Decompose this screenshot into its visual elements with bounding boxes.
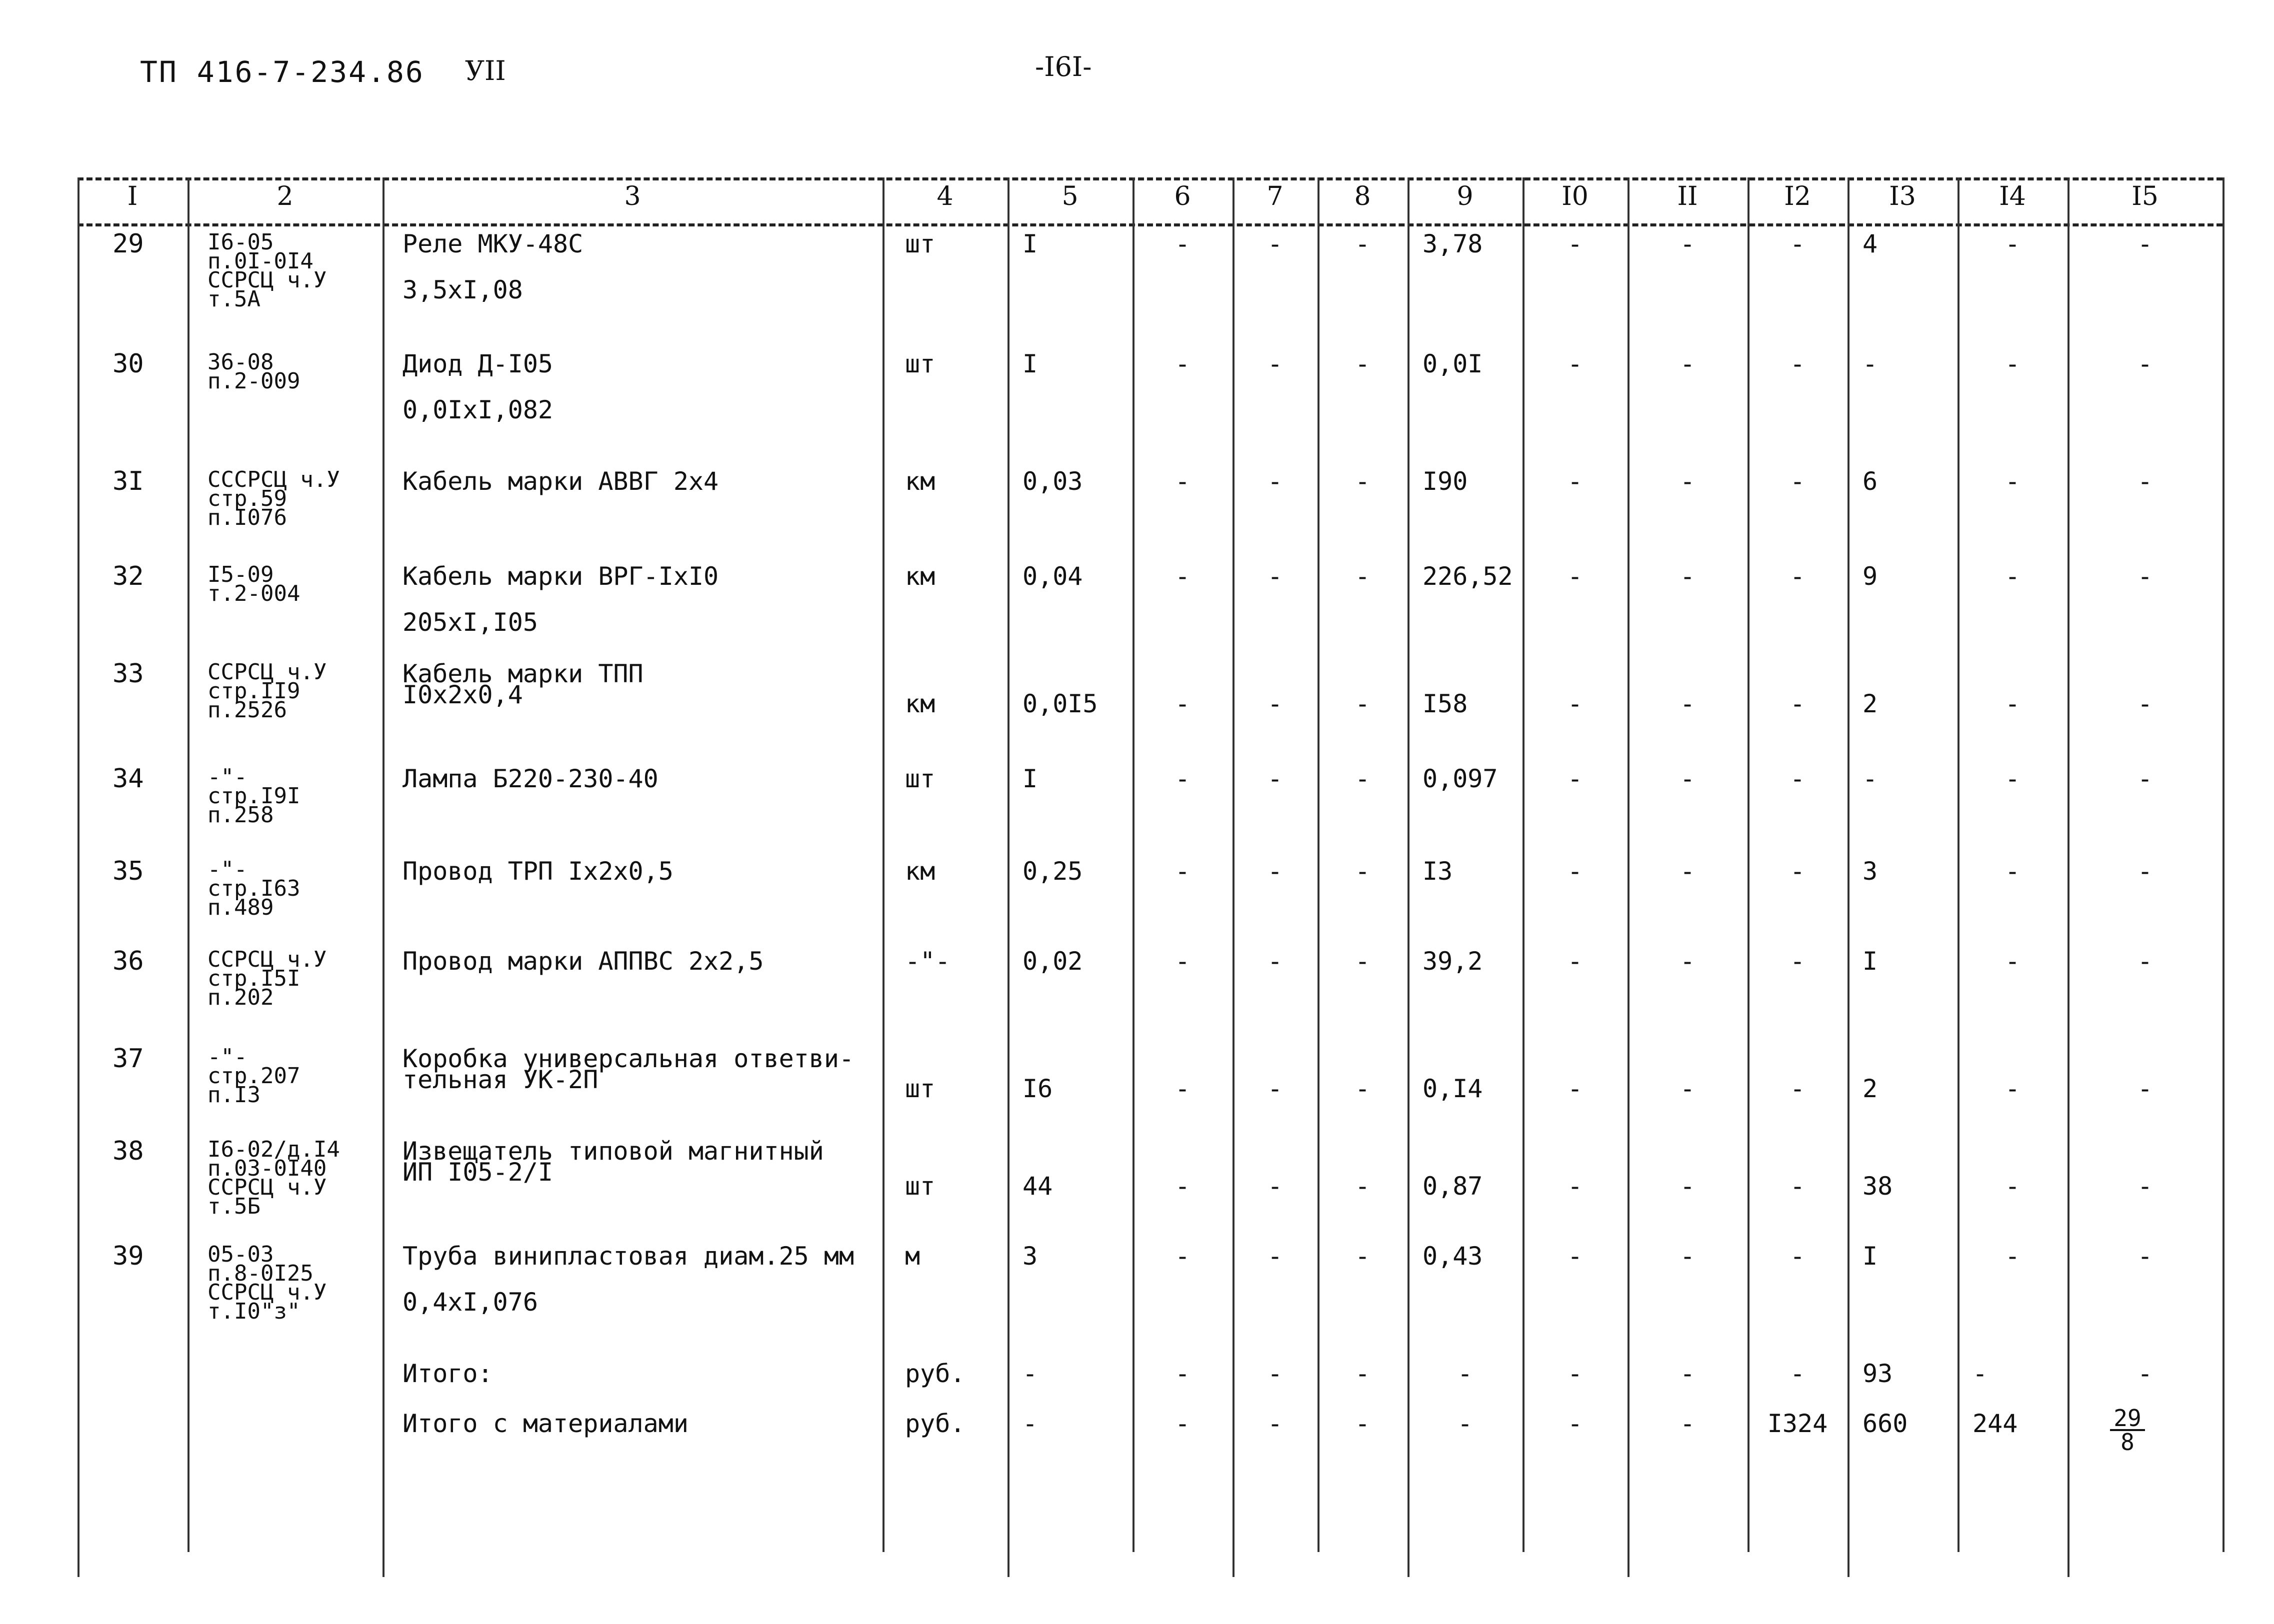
cell-c15: - <box>2137 947 2153 976</box>
total-label: Итого с материалами <box>402 1409 688 1438</box>
norm-code-line: п.258 <box>208 802 274 828</box>
item-name-line: 0,4хI,076 <box>402 1288 538 1317</box>
cell-c12: - <box>1790 689 1806 718</box>
cell-c8: - <box>1354 857 1370 886</box>
cell-c11: - <box>1680 1242 1696 1271</box>
cell-c7: - <box>1267 349 1283 378</box>
total-c5: - <box>1022 1359 1038 1388</box>
norm-code-line: СССРСЦ ч.У <box>208 467 340 492</box>
total-unit: руб. <box>905 1409 966 1438</box>
item-name-line: Коробка универсальная ответви- <box>402 1044 854 1073</box>
row-number: 32 <box>112 561 144 591</box>
cell-c15: - <box>2137 349 2153 378</box>
norm-code-line: 05-03 <box>208 1242 274 1267</box>
norm-code-line: т.5Б <box>208 1194 260 1219</box>
cell-c15: - <box>2137 562 2153 591</box>
norm-code-line: I6-02/д.I4 <box>208 1137 340 1162</box>
cell-c6: - <box>1174 562 1190 591</box>
total-c10: - <box>1567 1359 1583 1388</box>
cell-c6: - <box>1174 1242 1190 1271</box>
total-c10: - <box>1567 1409 1583 1438</box>
total-c5: - <box>1022 1409 1038 1438</box>
unit: км <box>905 857 936 886</box>
norm-code-line: т.2-004 <box>208 581 300 606</box>
total-c7: - <box>1267 1359 1283 1388</box>
cell-c6: - <box>1174 857 1190 886</box>
cell-c11: - <box>1680 689 1696 718</box>
cell-c8: - <box>1354 1172 1370 1201</box>
cell-c12: - <box>1790 467 1806 496</box>
cell-c6: - <box>1174 947 1190 976</box>
cell-c11: - <box>1680 349 1696 378</box>
cell-c12: - <box>1790 1242 1806 1271</box>
norm-code-line: т.I0"з" <box>208 1299 300 1324</box>
cell-c7: - <box>1267 467 1283 496</box>
item-name-line: I0х2х0,4 <box>402 680 523 709</box>
cell-c7: - <box>1267 1242 1283 1271</box>
total-c11: - <box>1680 1359 1696 1388</box>
column-header: I0 <box>1562 181 1588 211</box>
cell-c10: - <box>1567 1242 1583 1271</box>
cell-c12: - <box>1790 1074 1806 1103</box>
cell-c5: 44 <box>1022 1172 1053 1201</box>
unit: шт <box>905 229 936 258</box>
cell-c9: 3,78 <box>1422 229 1483 258</box>
cell-c12: - <box>1790 229 1806 258</box>
total-c11: - <box>1680 1409 1696 1438</box>
cell-c15: - <box>2137 229 2153 258</box>
cell-c6: - <box>1174 689 1190 718</box>
cell-c10: - <box>1567 857 1583 886</box>
cell-c15: - <box>2137 1074 2153 1103</box>
row-number: 37 <box>112 1044 144 1074</box>
cell-c7: - <box>1267 1172 1283 1201</box>
cell-c6: - <box>1174 1074 1190 1103</box>
cell-c8: - <box>1354 764 1370 793</box>
cell-c13: - <box>1862 764 1878 793</box>
item-name-line: Кабель марки ТПП <box>402 659 644 688</box>
column-header: 5 <box>1062 181 1078 211</box>
cell-c5: 3 <box>1022 1242 1038 1271</box>
cell-c9: 0,I4 <box>1422 1074 1483 1103</box>
cell-c9: 0,43 <box>1422 1242 1483 1271</box>
cell-c9: 0,097 <box>1422 764 1498 793</box>
cell-c9: 0,0I <box>1422 349 1483 378</box>
total-c12: I324 <box>1767 1409 1828 1438</box>
norm-code-line: стр.II9 <box>208 678 300 704</box>
item-name-line: Труба винипластовая диам.25 мм <box>402 1242 854 1271</box>
cell-c11: - <box>1680 947 1696 976</box>
norm-code-line: п.202 <box>208 985 274 1010</box>
cell-c5: I <box>1022 764 1038 793</box>
cell-c9: 226,52 <box>1422 562 1513 591</box>
column-header: I <box>127 181 138 211</box>
column-header: I4 <box>1999 181 2026 211</box>
fraction-numerator: 29 <box>2114 1405 2142 1432</box>
table-top-rule <box>78 177 2222 180</box>
norm-code-line: -"- <box>208 764 248 790</box>
column-header: 3 <box>624 181 641 211</box>
norm-code-line: стр.59 <box>208 486 287 511</box>
cell-c14: - <box>2004 947 2020 976</box>
cell-c12: - <box>1790 1172 1806 1201</box>
row-number: 29 <box>112 229 144 259</box>
cell-c10: - <box>1567 467 1583 496</box>
cell-c14: - <box>2004 1074 2020 1103</box>
cell-c15: - <box>2137 1242 2153 1271</box>
total-label: Итого: <box>402 1359 493 1388</box>
norm-code-line: -"- <box>208 1044 248 1070</box>
cell-c8: - <box>1354 349 1370 378</box>
norm-code-line: стр.I5I <box>208 966 300 991</box>
row-number: 3I <box>112 466 144 496</box>
norm-code-line: ССРСЦ ч.У <box>208 1280 327 1305</box>
cell-c8: - <box>1354 689 1370 718</box>
norm-code-line: п.0I-0I4 <box>208 248 314 274</box>
cell-c15: - <box>2137 764 2153 793</box>
column-rule <box>2222 177 2224 1552</box>
cell-c15: - <box>2137 689 2153 718</box>
unit: шт <box>905 349 936 378</box>
cell-c13: 2 <box>1862 689 1878 718</box>
column-rule <box>1848 177 1850 1577</box>
cell-c12: - <box>1790 857 1806 886</box>
column-header: 8 <box>1354 181 1371 211</box>
cell-c15: - <box>2137 467 2153 496</box>
norm-code-line: п.03-0I40 <box>208 1156 327 1181</box>
total-unit: руб. <box>905 1359 966 1388</box>
unit: км <box>905 467 936 496</box>
norm-code-line: п.8-0I25 <box>208 1261 314 1286</box>
cell-c6: - <box>1174 764 1190 793</box>
cell-c10: - <box>1567 689 1583 718</box>
cell-c7: - <box>1267 229 1283 258</box>
cell-c11: - <box>1680 1074 1696 1103</box>
cell-c8: - <box>1354 947 1370 976</box>
cell-c10: - <box>1567 349 1583 378</box>
cell-c11: - <box>1680 229 1696 258</box>
item-name-line: Лампа Б220-230-40 <box>402 764 658 793</box>
item-name-line: Провод ТРП Iх2х0,5 <box>402 857 674 886</box>
item-name-line: тельная УК-2П <box>402 1065 598 1094</box>
cell-c9: I3 <box>1422 857 1453 886</box>
cell-c10: - <box>1567 764 1583 793</box>
column-header: I5 <box>2132 181 2158 211</box>
column-header: I3 <box>1889 181 1916 211</box>
norm-code-line: п.I076 <box>208 505 287 530</box>
item-name-line: Кабель марки АВВГ 2х4 <box>402 467 719 496</box>
total-c13: 93 <box>1862 1359 1893 1388</box>
unit: шт <box>905 1074 936 1103</box>
cell-c7: - <box>1267 1074 1283 1103</box>
cell-c9: 39,2 <box>1422 947 1483 976</box>
total-c14: 244 <box>1972 1409 2018 1438</box>
cell-c8: - <box>1354 1074 1370 1103</box>
cell-c13: I <box>1862 1242 1878 1271</box>
norm-code-line: т.5А <box>208 286 260 312</box>
total-c8: - <box>1354 1409 1370 1438</box>
cell-c13: 3 <box>1862 857 1878 886</box>
cell-c5: 0,25 <box>1022 857 1083 886</box>
column-header: 4 <box>936 181 954 211</box>
item-name-line: ИП I05-2/I <box>402 1158 554 1187</box>
cell-c11: - <box>1680 764 1696 793</box>
cell-c6: - <box>1174 229 1190 258</box>
total-c6: - <box>1174 1409 1190 1438</box>
item-name-line: Реле МКУ-48С <box>402 229 584 258</box>
cell-c14: - <box>2004 1242 2020 1271</box>
unit: км <box>905 689 936 718</box>
cell-c14: - <box>2004 229 2020 258</box>
cell-c13: - <box>1862 349 1878 378</box>
row-number: 38 <box>112 1136 144 1166</box>
total-c12: - <box>1790 1359 1806 1388</box>
total-c14: - <box>1972 1359 1988 1388</box>
norm-code-line: ССРСЦ ч.У <box>208 659 327 685</box>
unit: шт <box>905 1172 936 1201</box>
cell-c11: - <box>1680 857 1696 886</box>
item-name-line: Кабель марки ВРГ-IхI0 <box>402 562 719 591</box>
doc-code: ТП 416-7-234.86 <box>140 55 424 89</box>
norm-code-line: стр.I63 <box>208 876 300 901</box>
cell-c5: I <box>1022 229 1038 258</box>
row-number: 39 <box>112 1241 144 1271</box>
column-rule <box>1008 177 1010 1577</box>
cell-c8: - <box>1354 1242 1370 1271</box>
item-name-line: 205хI,I05 <box>402 608 538 637</box>
column-header: 7 <box>1266 181 1284 211</box>
cell-c8: - <box>1354 229 1370 258</box>
item-name-line: 0,0IхI,082 <box>402 395 554 424</box>
cell-c10: - <box>1567 229 1583 258</box>
cell-c13: 9 <box>1862 562 1878 591</box>
cell-c10: - <box>1567 1074 1583 1103</box>
unit: шт <box>905 764 936 793</box>
cell-c11: - <box>1680 467 1696 496</box>
norm-code-line: стр.207 <box>208 1063 300 1089</box>
norm-code-line: ССРСЦ ч.У <box>208 1175 327 1200</box>
item-name-line: 3,5хI,08 <box>402 275 523 304</box>
cell-c14: - <box>2004 1172 2020 1201</box>
total-c8: - <box>1354 1359 1370 1388</box>
norm-code-line: стр.I9I <box>208 783 300 809</box>
norm-code-line: п.I3 <box>208 1082 260 1108</box>
cell-c7: - <box>1267 689 1283 718</box>
norm-code-line: -"- <box>208 857 248 882</box>
norm-code-line: п.489 <box>208 895 274 920</box>
cell-c12: - <box>1790 764 1806 793</box>
cell-c5: I6 <box>1022 1074 1053 1103</box>
cell-c9: 0,87 <box>1422 1172 1483 1201</box>
norm-code-line: I5-09 <box>208 562 274 587</box>
cell-c9: I58 <box>1422 689 1468 718</box>
cell-c5: 0,03 <box>1022 467 1083 496</box>
total-c9: - <box>1457 1359 1473 1388</box>
cell-c10: - <box>1567 562 1583 591</box>
cell-c8: - <box>1354 562 1370 591</box>
cell-c5: 0,04 <box>1022 562 1083 591</box>
unit: м <box>905 1242 920 1271</box>
cell-c14: - <box>2004 467 2020 496</box>
cell-c13: 6 <box>1862 467 1878 496</box>
cell-c7: - <box>1267 857 1283 886</box>
cell-c14: - <box>2004 349 2020 378</box>
page-number: -I6I- <box>1035 51 1092 82</box>
cell-c6: - <box>1174 1172 1190 1201</box>
unit: -"- <box>905 947 950 976</box>
total-c9: - <box>1457 1409 1473 1438</box>
cell-c13: 4 <box>1862 229 1878 258</box>
column-rule <box>78 177 80 1577</box>
item-name-line: Диод Д-I05 <box>402 349 554 378</box>
column-header: I2 <box>1784 181 1811 211</box>
cell-c11: - <box>1680 1172 1696 1201</box>
column-header: 2 <box>276 181 294 211</box>
cell-c14: - <box>2004 689 2020 718</box>
cell-c12: - <box>1790 349 1806 378</box>
row-number: 30 <box>112 349 144 379</box>
cell-c12: - <box>1790 562 1806 591</box>
column-header: 9 <box>1456 181 1474 211</box>
row-number: 34 <box>112 764 144 794</box>
cell-c11: - <box>1680 562 1696 591</box>
item-name-line: Провод марки АППВС 2х2,5 <box>402 947 764 976</box>
norm-code-line: I6-05 <box>208 229 274 255</box>
cell-c9: I90 <box>1422 467 1468 496</box>
estimate-table <box>78 177 2222 1567</box>
column-rule <box>188 177 190 1552</box>
cell-c5: I <box>1022 349 1038 378</box>
cell-c14: - <box>2004 857 2020 886</box>
norm-code-line: ССРСЦ ч.У <box>208 267 327 293</box>
norm-code-line: п.2526 <box>208 697 287 723</box>
unit: км <box>905 562 936 591</box>
cell-c15: - <box>2137 1172 2153 1201</box>
section-mark: УII <box>465 55 506 86</box>
row-number: 35 <box>112 856 144 886</box>
cell-c7: - <box>1267 764 1283 793</box>
cell-c10: - <box>1567 947 1583 976</box>
cell-c6: - <box>1174 467 1190 496</box>
row-number: 36 <box>112 946 144 976</box>
row-number: 33 <box>112 659 144 689</box>
column-header: II <box>1677 181 1698 211</box>
cell-c7: - <box>1267 947 1283 976</box>
cell-c14: - <box>2004 764 2020 793</box>
item-name-line: Извещатель типовой магнитный <box>402 1137 824 1166</box>
total-c7: - <box>1267 1409 1283 1438</box>
header-bottom-rule <box>78 223 2222 226</box>
norm-code-line: п.2-009 <box>208 368 300 394</box>
total-c15-fraction <box>2098 1405 2158 1456</box>
norm-code-line: ССРСЦ ч.У <box>208 947 327 972</box>
total-c13: 660 <box>1862 1409 1908 1438</box>
cell-c5: 0,0I5 <box>1022 689 1098 718</box>
cell-c6: - <box>1174 349 1190 378</box>
cell-c8: - <box>1354 467 1370 496</box>
cell-c5: 0,02 <box>1022 947 1083 976</box>
cell-c12: - <box>1790 947 1806 976</box>
cell-c10: - <box>1567 1172 1583 1201</box>
total-c15: - <box>2137 1359 2153 1388</box>
cell-c13: I <box>1862 947 1878 976</box>
cell-c15: - <box>2137 857 2153 886</box>
fraction-denominator: 8 <box>2120 1429 2134 1456</box>
column-header: 6 <box>1174 181 1191 211</box>
norm-code-line: 36-08 <box>208 349 274 375</box>
cell-c13: 2 <box>1862 1074 1878 1103</box>
cell-c13: 38 <box>1862 1172 1893 1201</box>
cell-c14: - <box>2004 562 2020 591</box>
cell-c7: - <box>1267 562 1283 591</box>
column-rule <box>882 177 884 1552</box>
total-c6: - <box>1174 1359 1190 1388</box>
